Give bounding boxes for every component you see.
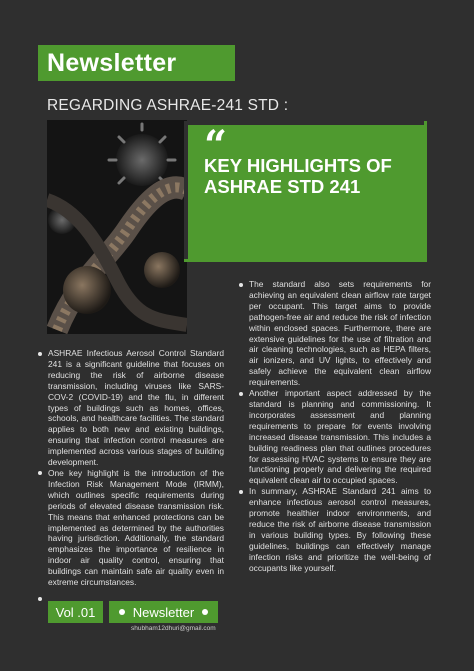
author-email: shubham12dhuri@gmail.com [131,625,216,632]
newsletter-badge [109,601,218,623]
virus-image [47,120,187,334]
highlight-headline [204,155,419,198]
list-item: ASHRAE Infectious Aerosol Control Standard 241 is a significant guideline that focuses on reducing the risk of airborne disease transmission, including viruses like SARS-COV-2 (COVID-19) and the flu, in different types of buildings such as homes, offices, schools, and healthcare facilities. The standard applies to both new and existing buildings, ensuring that infection control measures are implemented across various stages of building development. [37,348,224,468]
virus-illustration [47,120,187,334]
subtitle: REGARDING ASHRAE-241 STD : [47,97,289,114]
newsletter-title: Newsletter [47,48,177,77]
list-item: In summary, ASHRAE Standard 241 aims to enhance infectious aerosol control measures, promote healthier indoor environments, and reduce the risk of airborne disease transmission in various building types. By following these guidelines, buildings can effectively manage infection risks and prioritize the well-being of occupants like yourself. [238,486,431,573]
headline-line-1: KEY HIGHLIGHTS OF [204,155,392,176]
list-item: One key highlight is the introduction of the Infection Risk Management Mode (IRMM), which outlines specific requirements during periods of elevated disease transmission risk. This means that enhanced protections can be implemented as determined by the authorities having jurisdiction. Additionally, the standard emphasizes the importance of resilience in indoor air quality control, ensuring that buildings can maintain safe air quality even in extreme circumstances. [37,468,224,588]
right-column [238,279,431,573]
newsletter-badge-label: Newsletter [132,604,195,620]
headline-line-2: ASHRAE STD 241 [204,176,361,198]
quote-mark-icon: “ [204,122,228,169]
bullet-dot-icon [119,609,125,615]
volume-badge [48,601,103,623]
left-column [37,348,224,604]
volume-label: Vol .01 [55,604,96,620]
list-item: Another important aspect addressed by the standard is planning and commissioning. It incorporates assessment and planning requirements to prepare for events involving increased disease transmission. This includes a building readiness plan that outlines procedures for assessing HVAC systems to ensure they are functioning properly and delivering the required equivalent clean air to occupied spaces. [238,388,431,486]
list-item: The standard also sets requirements for achieving an equivalent clean airflow rate target per occupant. This target aims to provide pathogen-free air and reduce the risk of infection within enclosed spaces. Furthermore, there are extensive guidelines for the use of filtration and air cleaning technologies, such as HEPA filters, air ionizers, and UV lights, to effectively and safely achieve the equivalent clean airflow requirements. [238,279,431,388]
newsletter-title-bar [38,45,235,81]
bullet-dot-icon [202,609,208,615]
